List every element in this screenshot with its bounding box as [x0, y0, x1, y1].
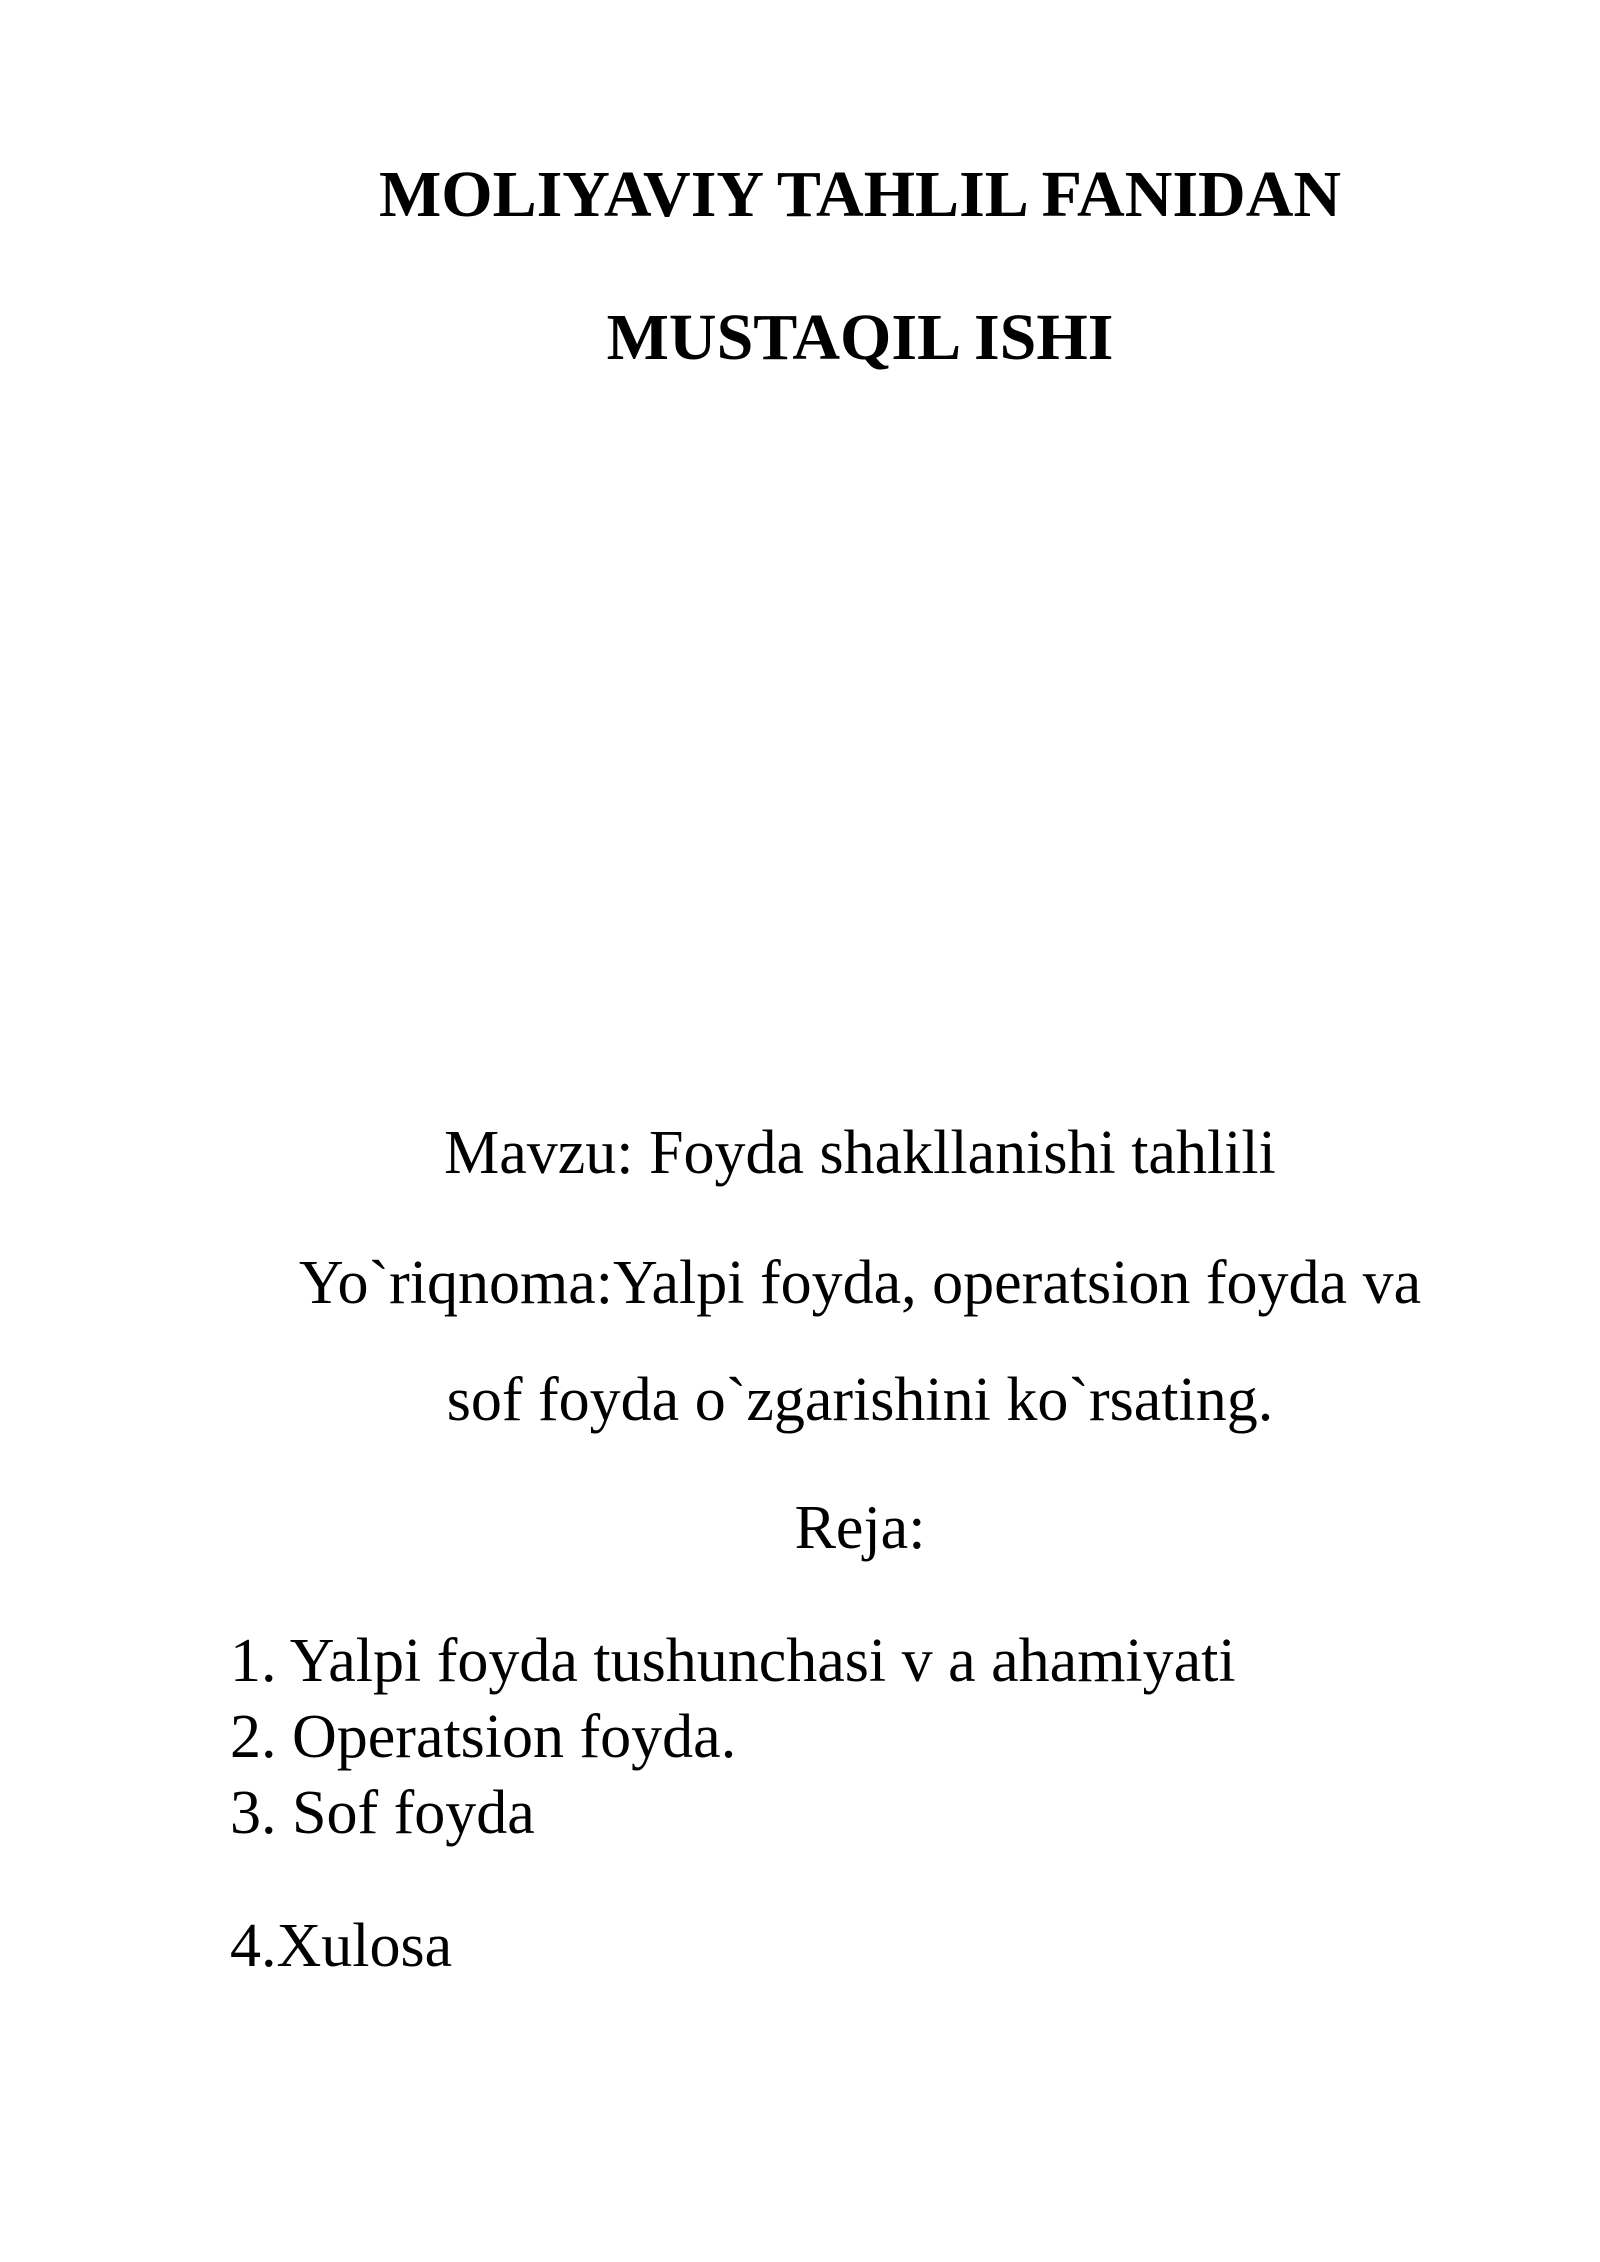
instruction-line-1: Yo`riqnoma:Yalpi foyda, operatsion foyda va: [298, 1249, 1422, 1317]
document-title-line-2: MUSTAQIL ISHI: [606, 301, 1114, 374]
document-title-line-1: MOLIYAVIY TAHLIL FANIDAN: [378, 158, 1342, 231]
plan-list: [230, 1623, 1236, 1851]
plan-heading: Reja:: [794, 1494, 926, 1562]
plan-item-1: 1. Yalpi foyda tushunchasi v a ahamiyati: [230, 1627, 1236, 1695]
plan-item-4: 4.Xulosa: [230, 1912, 453, 1980]
plan-item-2: 2. Operatsion foyda.: [230, 1703, 737, 1771]
topic-text: Mavzu: Foyda shakllanishi tahlili: [444, 1119, 1276, 1187]
plan-item-3: 3. Sof foyda: [230, 1779, 535, 1847]
instruction-line-2: sof foyda o`zgarishini ko`rsating.: [446, 1366, 1274, 1434]
